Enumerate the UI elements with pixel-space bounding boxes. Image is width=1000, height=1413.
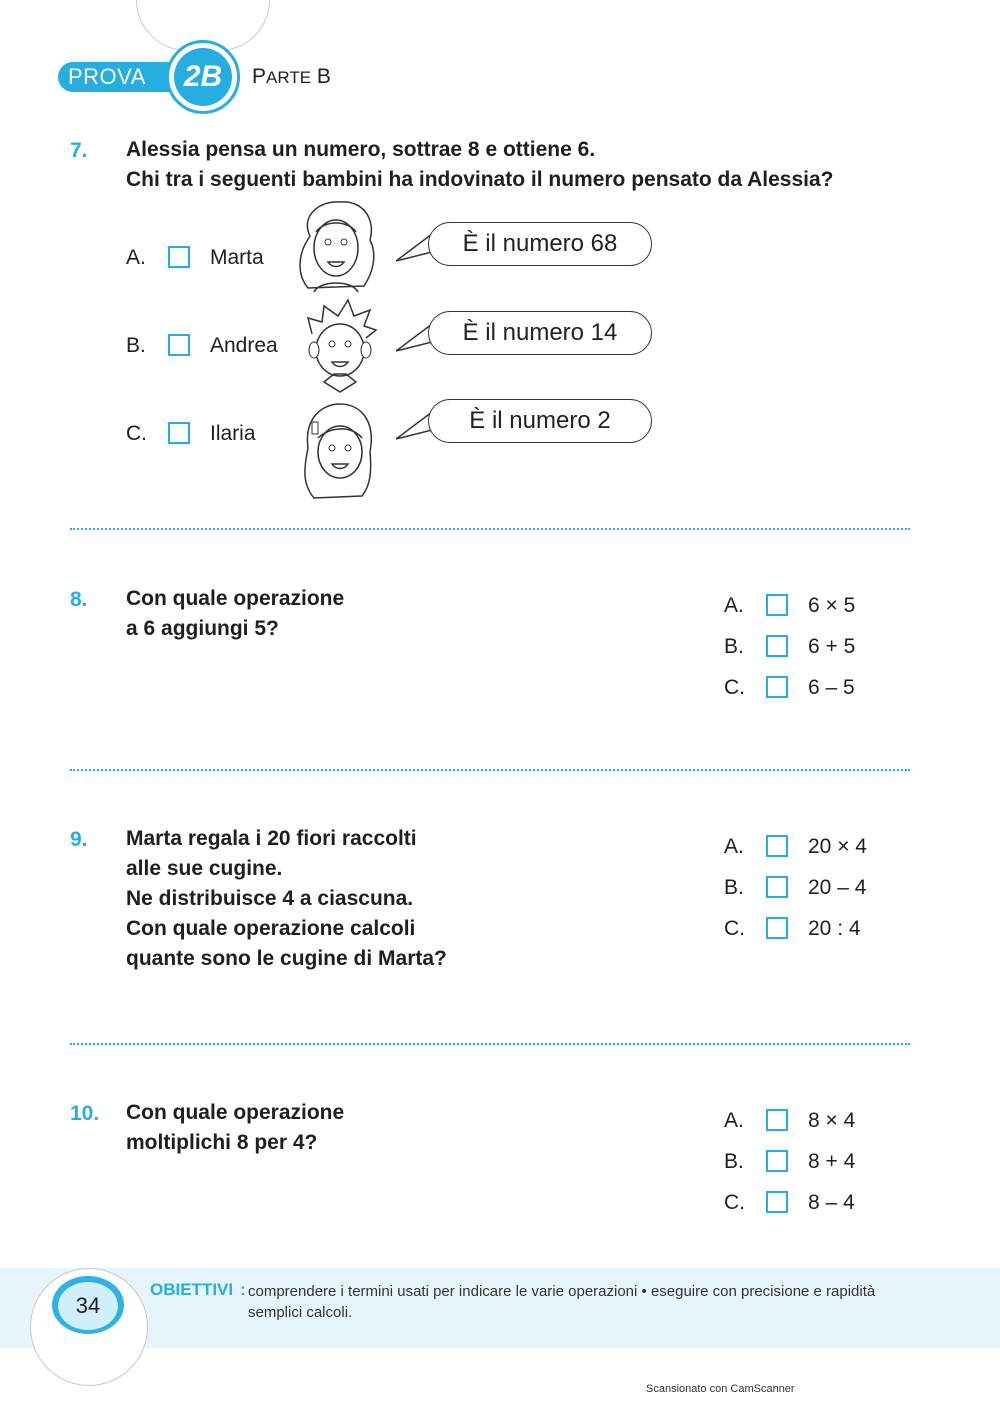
q10-option-c-letter: C. — [724, 1191, 745, 1214]
q9-option-c-value: 20 : 4 — [808, 917, 861, 940]
q10-option-c-value: 8 – 4 — [808, 1191, 855, 1214]
question-8-line-1: Con quale operazione — [126, 587, 345, 610]
section-title-letter: B — [316, 65, 331, 88]
question-10-line-1: Con quale operazione — [126, 1101, 345, 1124]
q8-option-a-letter: A. — [724, 594, 744, 617]
question-8-number: 8. — [70, 588, 88, 611]
section-title — [252, 64, 331, 91]
q8-option-b-value: 6 + 5 — [808, 635, 856, 658]
q7-option-a-letter: A. — [126, 246, 146, 269]
q7-option-b-checkbox[interactable] — [168, 334, 190, 356]
obiettivi-line-1: comprendere i termini usati per indicare le varie operazioni • eseguire con precisione e rapidità — [248, 1283, 876, 1300]
boy-illustration — [294, 296, 384, 396]
q10-option-b-letter: B. — [724, 1150, 744, 1173]
q8-option-c-checkbox[interactable] — [766, 676, 788, 698]
question-10-number: 10. — [70, 1102, 100, 1125]
divider-2 — [70, 769, 910, 771]
q8-option-b-checkbox[interactable] — [766, 635, 788, 657]
divider-1 — [70, 528, 910, 530]
question-8-text — [126, 584, 344, 644]
speech-bubble-c: È il numero 2 — [428, 399, 652, 443]
q9-option-c-checkbox[interactable] — [766, 917, 788, 939]
q9-option-c-letter: C. — [724, 917, 745, 940]
scanner-watermark: Scansionato con CamScanner — [646, 1383, 795, 1395]
test-badge: 2B — [174, 48, 232, 106]
q10-option-b-checkbox[interactable] — [766, 1150, 788, 1172]
q7-option-c-checkbox[interactable] — [168, 422, 190, 444]
q10-option-c-checkbox[interactable] — [766, 1191, 788, 1213]
q9-option-b-value: 20 – 4 — [808, 876, 867, 899]
question-9-text — [126, 824, 447, 974]
q8-option-b-letter: B. — [724, 635, 744, 658]
obiettivi-colon: : — [240, 1280, 246, 1299]
obiettivi-line-2: semplici calcoli. — [248, 1304, 353, 1321]
divider-3 — [70, 1043, 910, 1045]
section-title-rest: ARTE — [266, 68, 312, 87]
q8-option-c-letter: C. — [724, 676, 745, 699]
q7-option-b-name: Andrea — [210, 334, 278, 357]
q10-option-a-letter: A. — [724, 1109, 744, 1132]
q7-option-a-name: Marta — [210, 246, 264, 269]
question-9-line-2: alle sue cugine. — [126, 857, 283, 880]
question-9-line-3: Ne distribuisce 4 a ciascuna. — [126, 887, 414, 910]
question-8-line-2: a 6 aggiungi 5? — [126, 617, 279, 640]
q7-option-b-letter: B. — [126, 334, 146, 357]
question-10-text — [126, 1098, 344, 1158]
girl-straight-hair-illustration — [292, 398, 382, 504]
question-9-line-1: Marta regala i 20 fiori raccolti — [126, 827, 417, 850]
q8-option-a-value: 6 × 5 — [808, 594, 856, 617]
q7-option-a-checkbox[interactable] — [168, 246, 190, 268]
q10-option-b-value: 8 + 4 — [808, 1150, 856, 1173]
q9-option-a-letter: A. — [724, 835, 744, 858]
obiettivi-text — [248, 1281, 928, 1323]
obiettivi-label: OBIETTIVI — [150, 1280, 234, 1299]
q7-option-c-name: Ilaria — [210, 422, 256, 445]
question-9-number: 9. — [70, 828, 88, 851]
page-number: 34 — [58, 1282, 118, 1330]
q10-option-a-value: 8 × 4 — [808, 1109, 856, 1132]
question-7-line-1: Alessia pensa un numero, sottrae 8 e ottiene 6. — [126, 138, 596, 161]
q9-option-a-value: 20 × 4 — [808, 835, 867, 858]
q8-option-c-value: 6 – 5 — [808, 676, 855, 699]
question-7-line-2: Chi tra i seguenti bambini ha indovinato il numero pensato da Alessia? — [126, 168, 834, 191]
question-9-line-4: Con quale operazione calcoli — [126, 917, 416, 940]
question-7-text — [126, 135, 834, 195]
q9-option-a-checkbox[interactable] — [766, 835, 788, 857]
question-7-number: 7. — [70, 139, 88, 162]
question-9-line-5: quante sono le cugine di Marta? — [126, 947, 447, 970]
section-title-initial: P — [252, 65, 267, 88]
speech-bubble-b: È il numero 14 — [428, 311, 652, 355]
q9-option-b-letter: B. — [724, 876, 744, 899]
prova-label: PROVA — [68, 64, 146, 89]
speech-bubble-a: È il numero 68 — [428, 222, 652, 266]
q7-option-c-letter: C. — [126, 422, 147, 445]
q8-option-a-checkbox[interactable] — [766, 594, 788, 616]
question-10-line-2: moltiplichi 8 per 4? — [126, 1131, 318, 1154]
girl-curly-hair-illustration — [290, 196, 382, 296]
q9-option-b-checkbox[interactable] — [766, 876, 788, 898]
q10-option-a-checkbox[interactable] — [766, 1109, 788, 1131]
